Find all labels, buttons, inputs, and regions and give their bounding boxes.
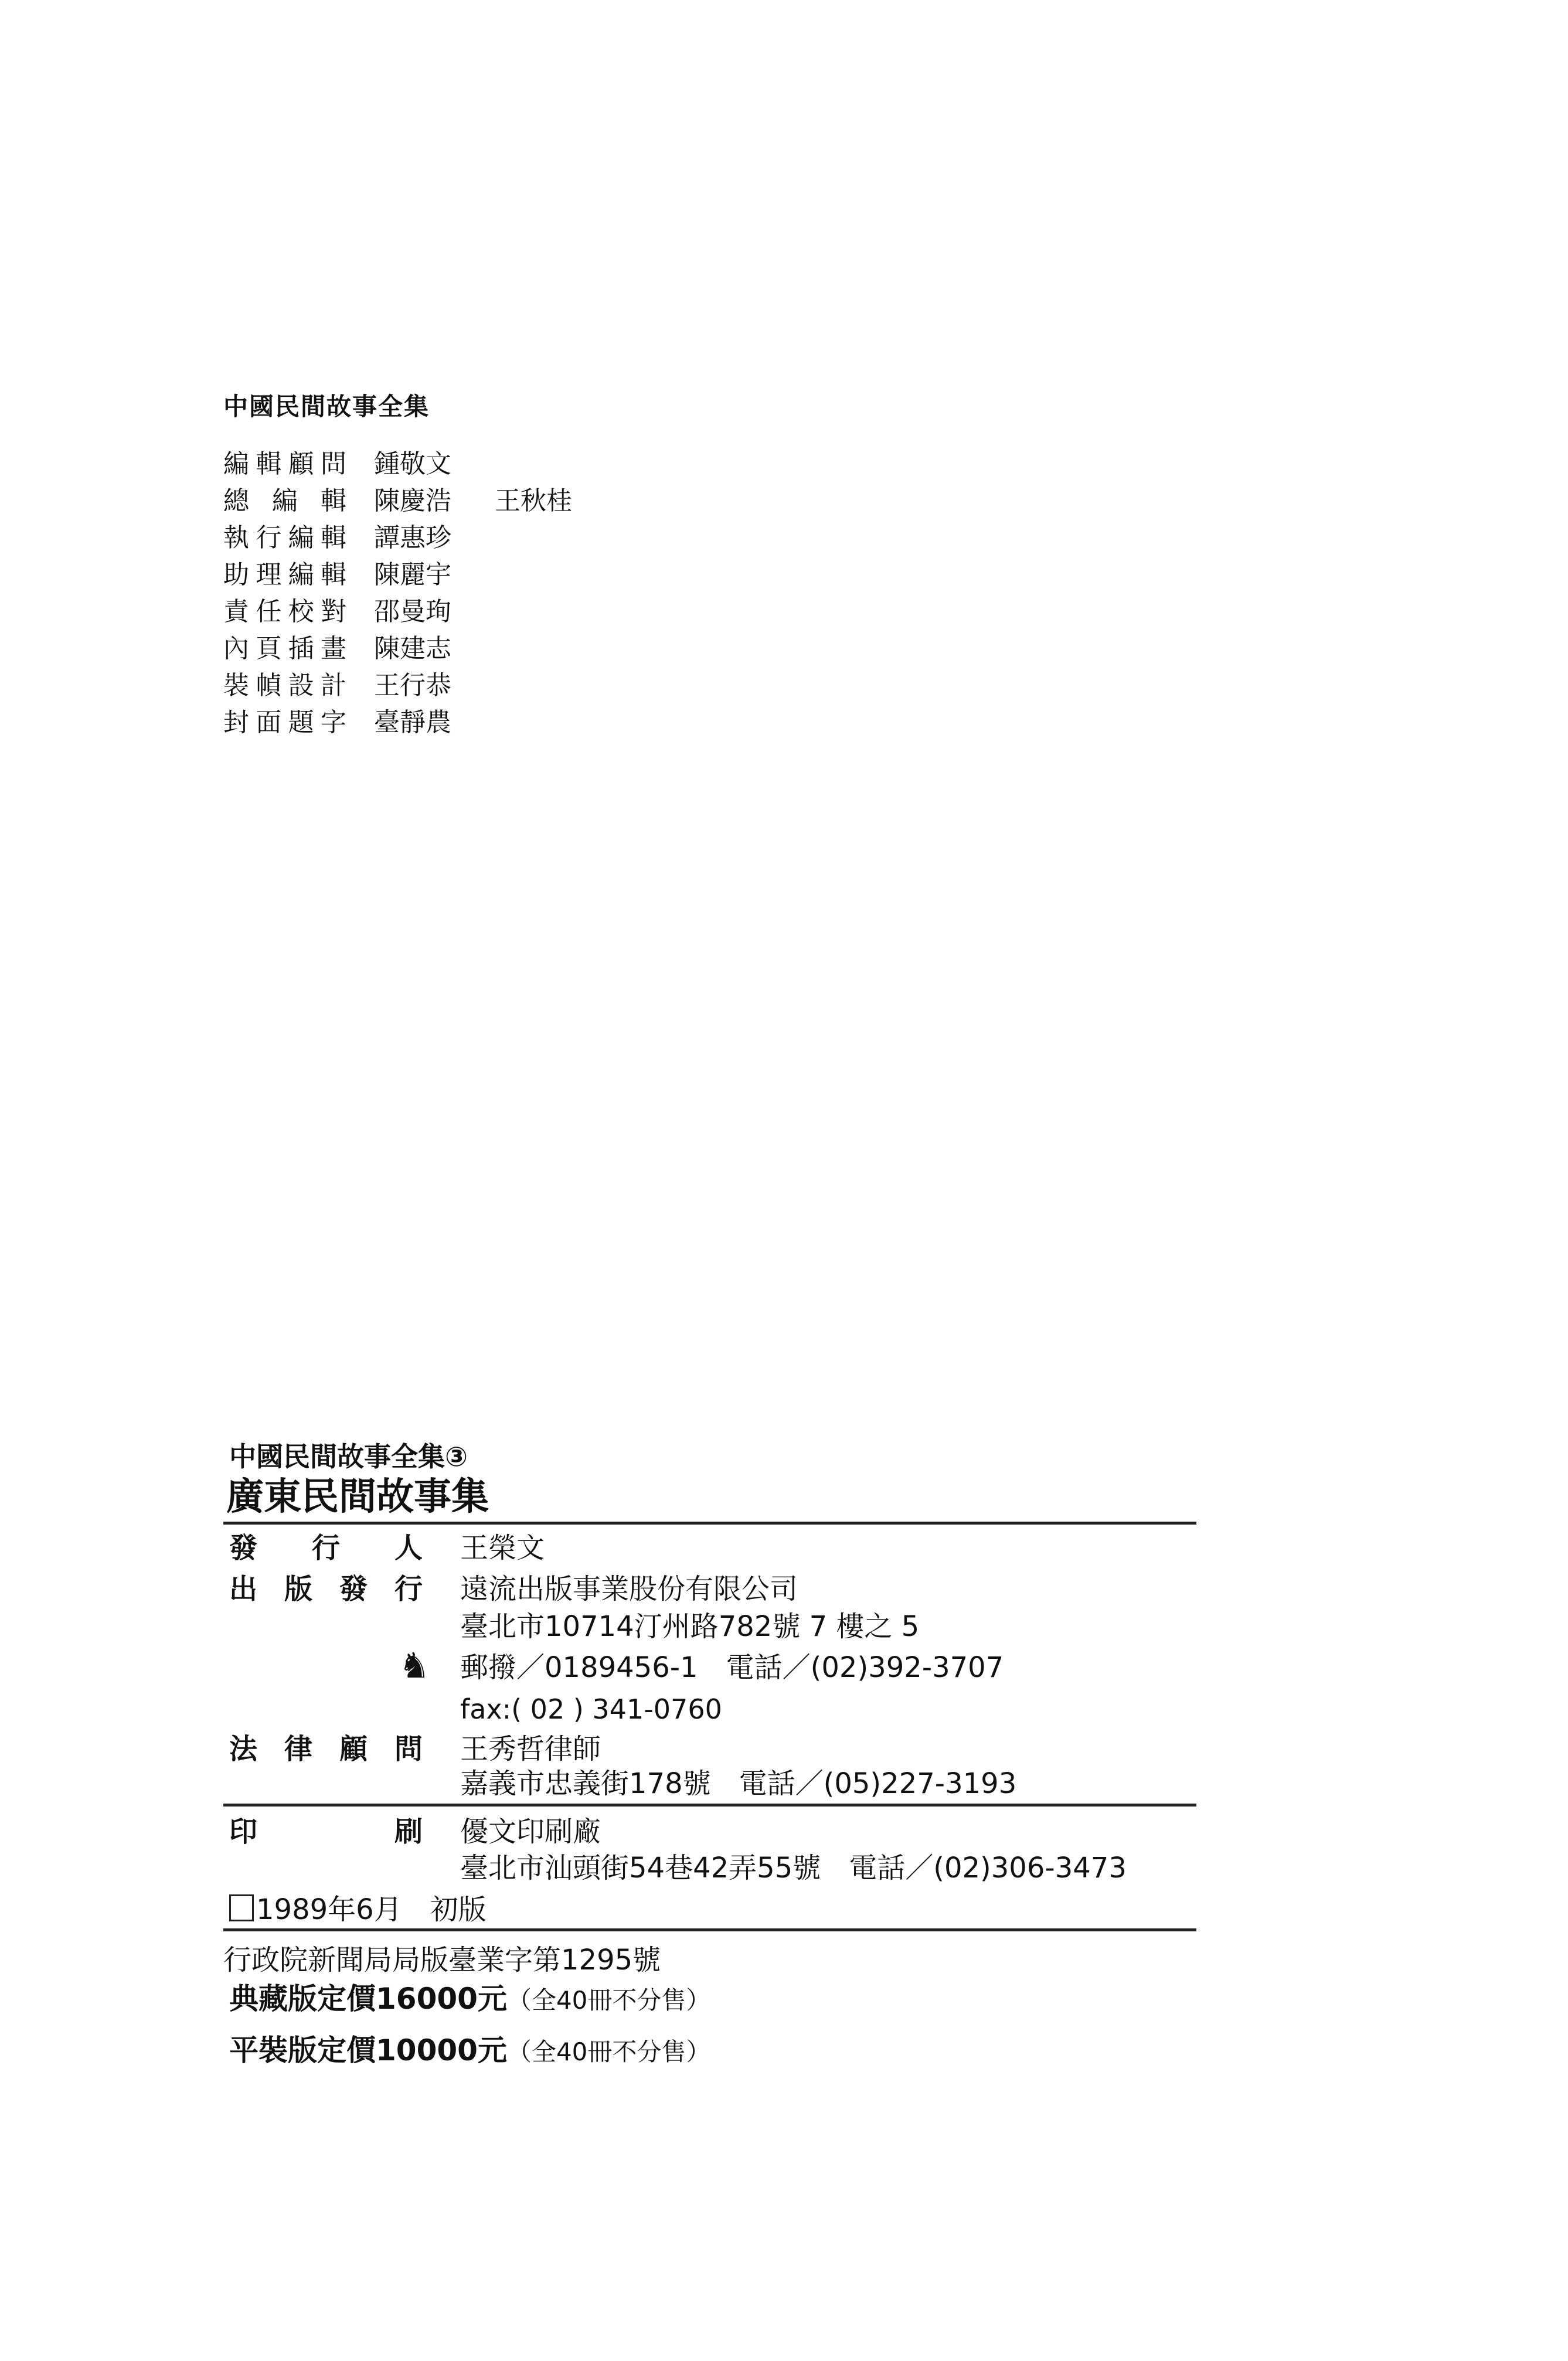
credit-name: 譚惠珍 bbox=[374, 523, 451, 553]
price-label: 典藏版定價16000元 bbox=[229, 1982, 507, 2016]
credit-role: 內頁插畫 bbox=[223, 634, 346, 664]
row-value: 王榮文 bbox=[460, 1532, 545, 1564]
credit-name: 王秋桂 bbox=[495, 486, 572, 516]
box-icon bbox=[229, 1894, 254, 1921]
credit-name: 邵曼珣 bbox=[374, 597, 451, 627]
series-heading: 中國民間故事全集 bbox=[223, 392, 430, 421]
printer-address: 臺北市汕頭街54巷42弄55號 電話／(02)306-3473 bbox=[460, 1852, 1127, 1884]
legal-address: 嘉義市忠義街178號 電話／(05)227-3193 bbox=[460, 1767, 1017, 1800]
row-label: 印刷 bbox=[229, 1815, 423, 1848]
credit-row bbox=[223, 486, 572, 516]
credit-role: 總編輯 bbox=[223, 486, 346, 516]
credit-role: 編輯顧問 bbox=[223, 449, 346, 479]
credit-row bbox=[223, 597, 451, 627]
credit-row bbox=[223, 523, 451, 553]
price-collector bbox=[229, 1982, 711, 2016]
credit-row bbox=[223, 449, 451, 479]
publisher-postal-phone: 郵撥／0189456-1 電話／(02)392-3707 bbox=[460, 1651, 1004, 1684]
credit-name: 臺靜農 bbox=[374, 707, 451, 737]
credit-row bbox=[223, 707, 451, 737]
price-note: （全40冊不分售） bbox=[506, 1986, 711, 2015]
publisher-logo-icon: ♞ bbox=[399, 1645, 430, 1686]
license: 行政院新聞局局版臺業字第1295號 bbox=[223, 1944, 661, 1976]
divider bbox=[223, 1928, 1196, 1931]
credit-row bbox=[223, 560, 451, 590]
series-label: 中國民間故事全集③ bbox=[229, 1441, 468, 1472]
edition-row bbox=[229, 1894, 487, 1924]
credit-row bbox=[223, 634, 451, 664]
divider bbox=[223, 1522, 1196, 1525]
row-value: 遠流出版事業股份有限公司 bbox=[460, 1573, 798, 1605]
edition: 1989年6月 初版 bbox=[256, 1893, 487, 1926]
book-title: 廣東民間故事集 bbox=[226, 1475, 489, 1519]
row-value: 王秀哲律師 bbox=[460, 1733, 601, 1765]
credit-row bbox=[223, 671, 451, 700]
row-label: 發行人 bbox=[229, 1532, 423, 1564]
publisher-address: 臺北市10714汀州路782號 7 樓之 5 bbox=[460, 1610, 920, 1643]
credit-role: 執行編輯 bbox=[223, 523, 346, 553]
credit-name: 王行恭 bbox=[374, 671, 451, 700]
credit-role: 封面題字 bbox=[223, 707, 346, 737]
credit-name: 陳慶浩 bbox=[374, 486, 451, 516]
credit-name: 陳建志 bbox=[374, 634, 451, 664]
credit-name: 陳麗宇 bbox=[374, 560, 451, 590]
credit-name: 鍾敬文 bbox=[374, 449, 451, 479]
price-label: 平裝版定價10000元 bbox=[229, 2033, 507, 2067]
price-note: （全40冊不分售） bbox=[506, 2037, 711, 2066]
publisher-fax: fax:( 02 ) 341-0760 bbox=[460, 1693, 722, 1725]
credit-role: 裝幀設計 bbox=[223, 671, 346, 700]
row-label: 法律顧問 bbox=[229, 1733, 423, 1765]
row-label: 出版發行 bbox=[229, 1573, 423, 1605]
row-value: 優文印刷廠 bbox=[460, 1815, 601, 1848]
credit-role: 責任校對 bbox=[223, 597, 346, 627]
divider bbox=[223, 1804, 1196, 1807]
price-paperback bbox=[229, 2033, 711, 2067]
credit-role: 助理編輯 bbox=[223, 560, 346, 590]
